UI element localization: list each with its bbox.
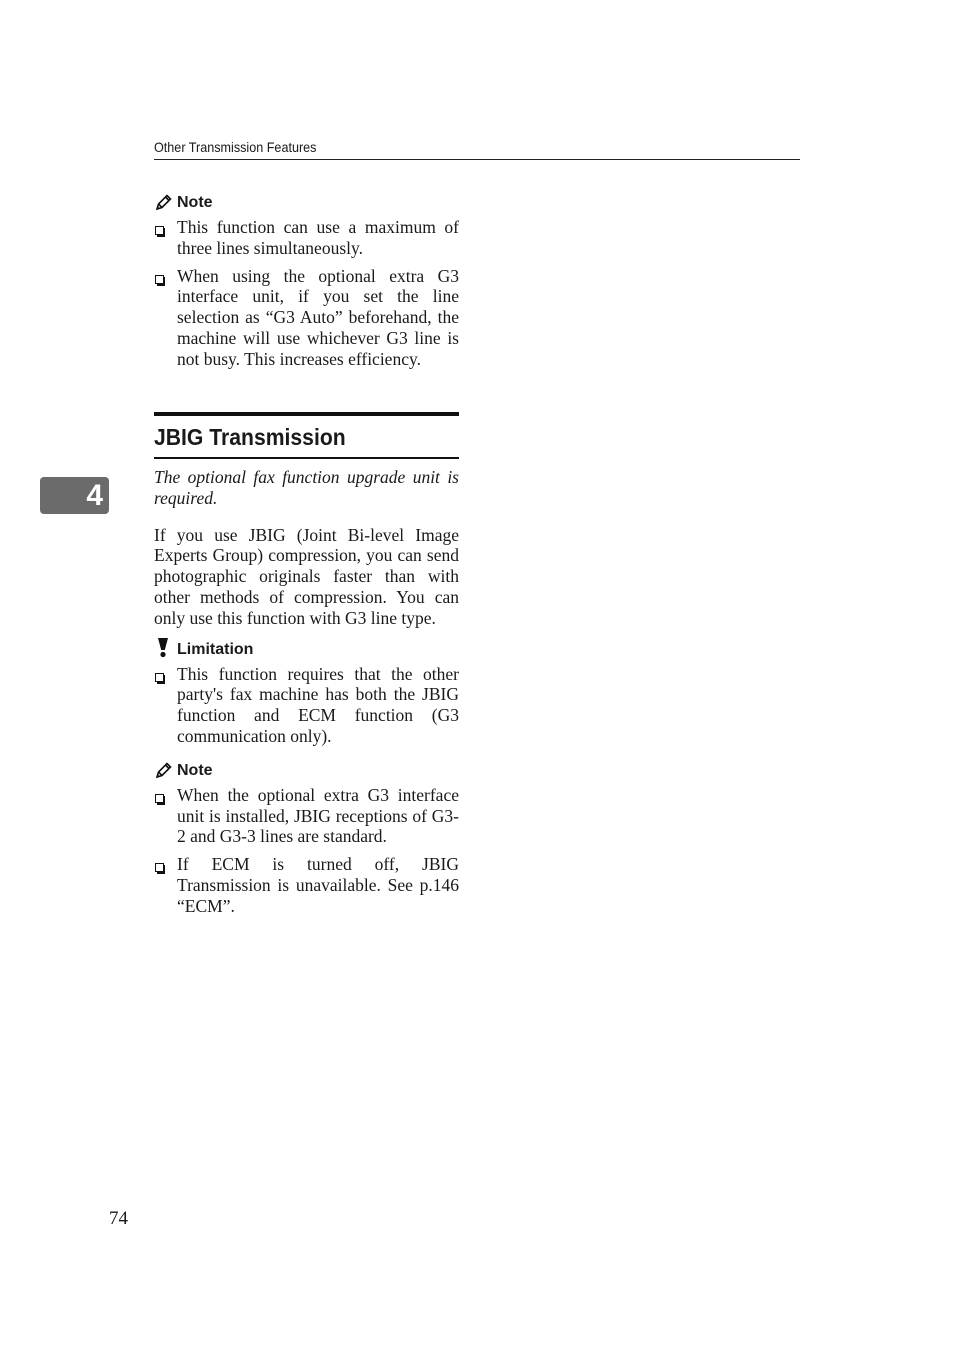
chapter-tab [40, 477, 109, 514]
pencil-icon [154, 761, 174, 781]
note-block-1 [154, 193, 459, 370]
section-body [154, 467, 459, 917]
chapter-number: 4 [86, 478, 103, 512]
section-rule-bottom [154, 457, 459, 459]
list-item-text: This function can use a maximum of three lines simultaneously. [177, 217, 459, 258]
exclamation-icon [154, 640, 174, 660]
note-heading-label: Note [177, 194, 213, 211]
checkbox-bullet-icon [155, 858, 166, 869]
list-item-text: When using the optional extra G3 interface unit, if you set the line selection as “G3 Auto” beforehand, the machine will use whichever G3 line is not busy. This increases efficiency. [177, 265, 459, 369]
running-header [154, 138, 800, 160]
requirement-text: The optional fax function upgrade unit is required. [154, 467, 459, 508]
limitation-heading-label: Limitation [177, 640, 254, 658]
section-rule-top [154, 412, 459, 416]
note-heading-label: Note [177, 761, 213, 779]
note-heading [154, 193, 459, 213]
list-item-text: This function requires that the other party's fax machine has both the JBIG function and ECM function (G3 communication only). [177, 663, 459, 746]
checkbox-bullet-icon [155, 668, 166, 679]
running-header-title: Other Transmission Features [154, 139, 317, 155]
list-item-text: When the optional extra G3 interface unit is installed, JBIG receptions of G3-2 and G3-3 lines are standard. [177, 784, 459, 847]
limitation-heading [154, 640, 459, 660]
checkbox-bullet-icon [155, 221, 166, 232]
body-paragraph: If you use JBIG (Joint Bi-level Image Experts Group) compression, you can send photographic originals faster than with other methods of compression. You can only use this function with G3 line type. [154, 524, 459, 628]
list-item [154, 785, 459, 847]
section-title-text: JBIG Transmission [154, 424, 346, 450]
section-title [154, 422, 459, 452]
checkbox-bullet-icon [155, 789, 166, 800]
list-item [154, 266, 459, 370]
list-item [154, 217, 459, 259]
list-item-text: If ECM is turned off, JBIG Transmission is unavailable. See p.146 “ECM”. [177, 854, 459, 916]
list-item [154, 854, 459, 916]
list-item [154, 664, 459, 747]
pencil-icon [154, 193, 174, 213]
note-heading [154, 761, 459, 781]
checkbox-bullet-icon [155, 270, 166, 281]
page-number: 74 [109, 1208, 128, 1229]
